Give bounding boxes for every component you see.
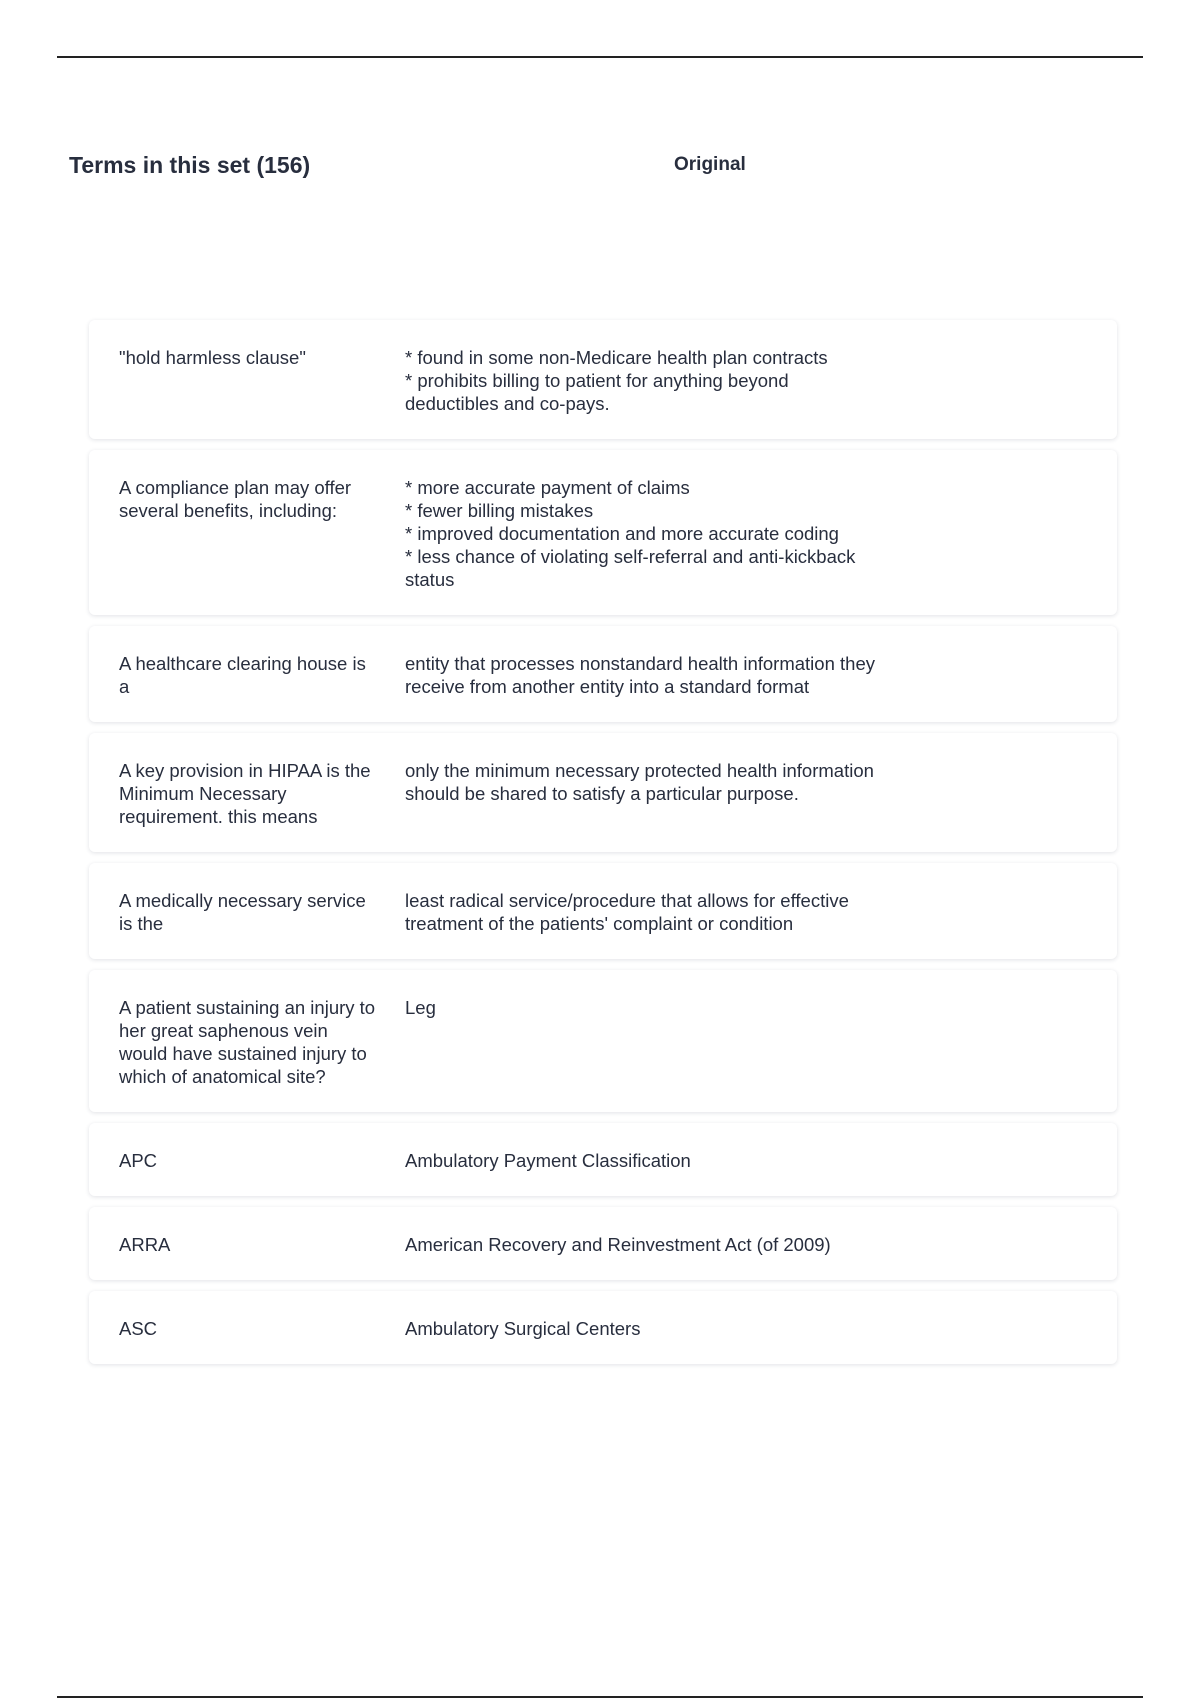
term-card <box>89 863 1117 959</box>
sort-order-label[interactable]: Original <box>674 154 746 175</box>
definition-text: entity that processes nonstandard health information they receive from another entity into a standard format <box>405 653 875 697</box>
term-text: "hold harmless clause" <box>119 347 306 368</box>
top-divider <box>57 56 1143 58</box>
term-text: A medically necessary service is the <box>119 890 366 934</box>
term-card <box>89 626 1117 722</box>
definition-text: least radical service/procedure that allows for effective treatment of the patients' complaint or condition <box>405 890 849 934</box>
term-text: ASC <box>119 1318 158 1339</box>
definition-text: only the minimum necessary protected health information should be shared to satisfy a particular purpose. <box>405 760 874 804</box>
bottom-divider <box>57 1696 1143 1698</box>
term-card <box>89 1123 1117 1196</box>
term-card <box>89 733 1117 852</box>
term-card <box>89 970 1117 1112</box>
term-list <box>89 320 1117 1375</box>
set-header <box>69 152 1143 192</box>
term-text: A compliance plan may offer several benefits, including: <box>119 477 352 521</box>
definition-text: Ambulatory Surgical Centers <box>405 1318 641 1339</box>
definition-text: * more accurate payment of claims * fewer billing mistakes * improved documentation and more accurate coding * less chance of violating self-referral and anti-kickback status <box>405 477 856 590</box>
set-title: Terms in this set (156) <box>69 152 311 178</box>
definition-text: * found in some non-Medicare health plan contracts * prohibits billing to patient for anything beyond deductibles and co-pays. <box>405 347 828 414</box>
definition-text: Ambulatory Payment Classification <box>405 1150 691 1171</box>
term-text: APC <box>119 1150 158 1171</box>
definition-text: Leg <box>405 997 436 1018</box>
term-card <box>89 320 1117 439</box>
term-text: A patient sustaining an injury to her great saphenous vein would have sustained injury to which of anatomical site? <box>119 997 376 1087</box>
definition-text: American Recovery and Reinvestment Act (of 2009) <box>405 1234 831 1255</box>
term-card <box>89 1291 1117 1364</box>
term-text: A key provision in HIPAA is the Minimum Necessary requirement. this means <box>119 760 371 827</box>
term-text: A healthcare clearing house is a <box>119 653 366 697</box>
term-card <box>89 450 1117 615</box>
term-card <box>89 1207 1117 1280</box>
term-text: ARRA <box>119 1234 171 1255</box>
